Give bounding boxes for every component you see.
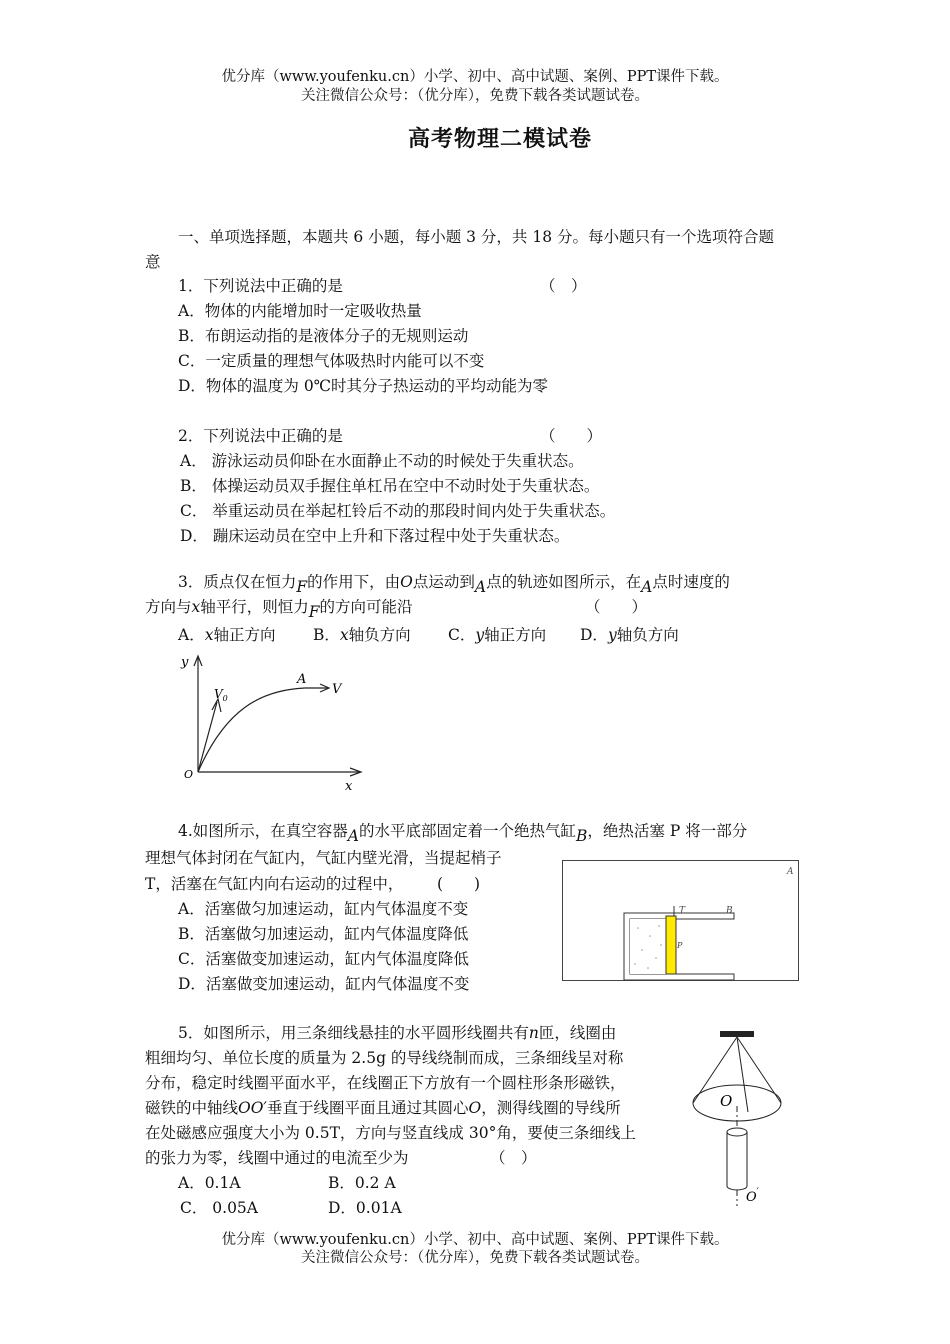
q5-line-5: 在处磁感应强度大小为 0.5T，方向与竖直线成 30°角，要使三条细线上 bbox=[145, 1124, 636, 1142]
q3-line-2: 方向与x轴平行，则恒力F的方向可能沿 bbox=[145, 598, 413, 621]
piston-p bbox=[666, 916, 676, 974]
footer-line-2: 关注微信公众号：（优分库），免费下载各类试题试卷。 bbox=[301, 1250, 649, 1266]
q2-option-c: C． 举重运动员在举起杠铃后不动的那段时间内处于失重状态。 bbox=[180, 502, 616, 520]
q5-line-6: 的张力为零，线圈中通过的电流至少为 bbox=[145, 1149, 409, 1167]
q4-option-a: A．活塞做匀加速运动，缸内气体温度不变 bbox=[178, 900, 469, 918]
q5-option-b: B．0.2 A bbox=[328, 1174, 396, 1192]
q2-option-b: B． 体操运动员双手握住单杠吊在空中不动时处于失重状态。 bbox=[180, 477, 600, 495]
ceiling-support bbox=[720, 1031, 754, 1037]
q3-option-b: B．x轴负方向 bbox=[313, 626, 411, 644]
q3-option-a: A．x轴正方向 bbox=[178, 626, 276, 644]
piston-p-label: P bbox=[677, 941, 683, 950]
thread-3 bbox=[737, 1037, 748, 1112]
magnet-body bbox=[727, 1132, 747, 1190]
q1-option-a: A．物体的内能增加时一定吸收热量 bbox=[178, 302, 422, 320]
origin-label: O bbox=[184, 768, 194, 781]
velocity-v0-vector bbox=[198, 702, 217, 772]
center-o-label: O bbox=[720, 1092, 733, 1110]
q3-option-d: D．y轴负方向 bbox=[580, 626, 679, 644]
q4-option-b: B．活塞做匀加速运动，缸内气体温度降低 bbox=[178, 925, 469, 943]
q5-coil-figure bbox=[690, 1028, 790, 1208]
q3-trajectory-figure bbox=[170, 650, 370, 795]
q1-answer-paren: （ ） bbox=[540, 277, 587, 295]
q3-line-1: 3．质点仅在恒力F的作用下，由O点运动到A点的轨迹如图所示，在A点时速度的 bbox=[178, 573, 730, 596]
q5-line-4: 磁铁的中轴线OO′垂直于线圈平面且通过其圆心O，测得线圈的导线所 bbox=[145, 1099, 621, 1117]
velocity-v0-label: $V_0$ bbox=[214, 687, 228, 703]
q1-option-b: B．布朗运动指的是液体分子的无规则运动 bbox=[178, 327, 469, 345]
q5-line-1: 5．如图所示，用三条细线悬挂的水平圆形线圈共有n匝，线圈由 bbox=[178, 1024, 617, 1042]
q2-answer-paren: （ ） bbox=[540, 427, 603, 445]
container-a-label: A bbox=[787, 867, 794, 877]
x-axis-label: x bbox=[345, 779, 353, 794]
header-line-1: 优分库（www.youfenku.cn）小学、初中、高中试题、案例、PPT课件下载。 bbox=[221, 69, 729, 85]
q4-option-c: C．活塞做变加速运动，缸内气体温度降低 bbox=[178, 950, 469, 968]
q2-stem: 2．下列说法中正确的是 bbox=[178, 427, 343, 445]
q4-line-3: T，活塞在气缸内向右运动的过程中， bbox=[145, 875, 404, 893]
header-line-2: 关注微信公众号：（优分库），免费下载各类试题试卷。 bbox=[301, 88, 649, 104]
point-a-label: A bbox=[297, 672, 307, 687]
q4-line-1: 4.如图所示，在真空容器A的水平底部固定着一个绝热气缸B，绝热活塞 P 将一部分 bbox=[178, 822, 748, 845]
y-axis-label: y bbox=[181, 655, 189, 670]
q3-option-c: C．y轴正方向 bbox=[448, 626, 547, 644]
enclosed-gas bbox=[630, 919, 666, 974]
q5-option-c: C． 0.05A bbox=[180, 1199, 258, 1217]
q5-line-2: 粗细均匀、单位长度的质量为 2.5g 的导线绕制而成，三条细线呈对称 bbox=[145, 1049, 624, 1067]
q5-option-a: A．0.1A bbox=[178, 1174, 241, 1192]
q5-answer-paren: （ ） bbox=[490, 1149, 537, 1167]
center-o-prime-label: O′ bbox=[746, 1187, 759, 1205]
velocity-v-label: V bbox=[332, 682, 342, 697]
page-title: 高考物理二模试卷 bbox=[407, 126, 592, 152]
section-intro: 一、单项选择题，本题共 6 小题，每小题 3 分，共 18 分。每小题只有一个选项符合题 bbox=[178, 228, 775, 246]
q1-option-d: D．物体的温度为 0℃时其分子热运动的平均动能为零 bbox=[178, 377, 549, 395]
cylinder-b-label: B bbox=[726, 906, 733, 916]
q2-option-d: D． 蹦床运动员在空中上升和下落过程中处于失重状态。 bbox=[180, 527, 570, 545]
section-intro-cont: 意 bbox=[145, 253, 161, 271]
q5-option-d: D．0.01A bbox=[328, 1199, 402, 1217]
q4-line-2: 理想气体封闭在气缸内，气缸内壁光滑，当提起梢子 bbox=[145, 849, 502, 867]
q3-answer-paren: （ ） bbox=[585, 598, 648, 616]
magnet-top bbox=[727, 1128, 747, 1136]
pin-t-label: T bbox=[679, 906, 686, 916]
footer-line-1: 优分库（www.youfenku.cn）小学、初中、高中试题、案例、PPT课件下载。 bbox=[221, 1232, 729, 1248]
q4-answer-paren: ( ) bbox=[437, 875, 481, 893]
q1-option-c: C．一定质量的理想气体吸热时内能可以不变 bbox=[178, 352, 485, 370]
container-a bbox=[563, 861, 799, 981]
q1-stem: 1．下列说法中正确的是 bbox=[178, 277, 343, 295]
q5-line-3: 分布，稳定时线圈平面水平，在线圈正下方放有一个圆柱形条形磁铁， bbox=[145, 1074, 626, 1092]
q2-option-a: A． 游泳运动员仰卧在水面静止不动的时候处于失重状态。 bbox=[180, 452, 584, 470]
q4-cylinder-figure bbox=[562, 860, 802, 984]
q4-option-d: D．活塞做变加速运动，缸内气体温度不变 bbox=[178, 975, 470, 993]
